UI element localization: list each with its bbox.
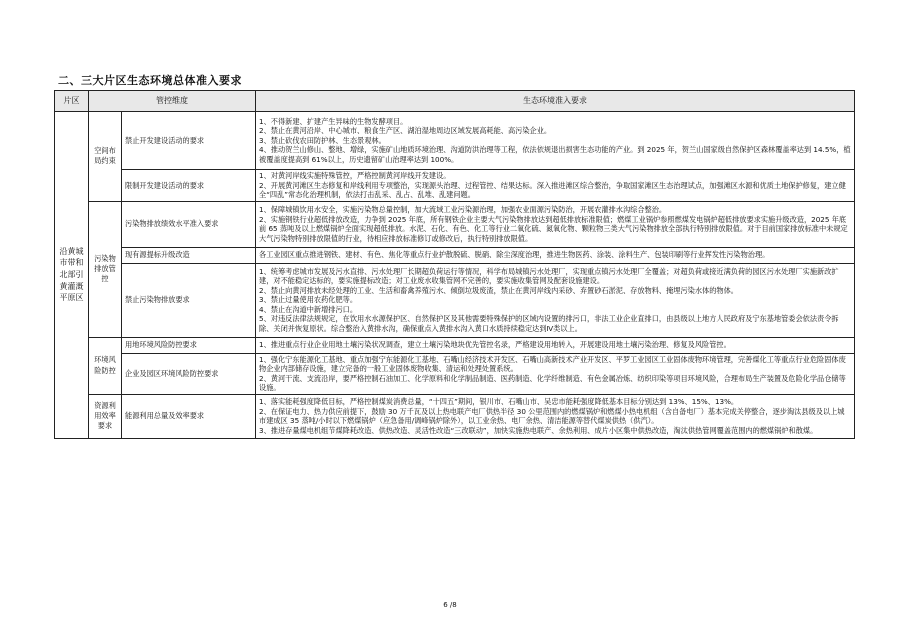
subcategory-cell: 现有源提标升级改造 (122, 247, 256, 263)
category-cell: 污染物排放管控 (89, 201, 122, 337)
requirement-item: 2、实施钢铁行业超低排放改造，力争到 2025 年底，所有钢铁企业主要大气污染物排放达到超低排放标准限值；燃煤工业锅炉参照燃煤发电锅炉超低排放要求实施升级改造，2025 年底前 65 蒸吨及以上燃煤锅炉全面实现超低排放。水泥、石化、有色、化工等行业二氧化硫、氮氧化物、颗粒物三类大气污染物排放全部执行特别排放限值。对于目前国家排放标准中未规定大气污染物特别排放限值的行业，待相应排放标准修订或修改后，执行特别排放限值。 (259, 214, 848, 243)
page-number: 6 /8 (443, 601, 457, 609)
requirement-cell (256, 201, 855, 247)
requirement-item: 1、对黄河岸线实施特殊管控，严格控制黄河岸线开发建设。 (259, 171, 451, 180)
category-cell: 空间布局约束 (89, 112, 122, 202)
requirement-item: 3、禁止过量使用农药化肥等。 (259, 295, 358, 305)
category-cell: 资源利用效率要求 (89, 394, 122, 438)
table-row (55, 247, 855, 263)
requirement-item: 4、禁止在沟道中新增排污口。 (259, 304, 358, 314)
category-cell: 环境风险防控 (89, 337, 122, 394)
requirement-cell (256, 394, 855, 438)
table-row (55, 394, 855, 438)
table-row (55, 353, 855, 394)
requirement-item: 3、禁止砍伐农田防护林、生态景观林。 (259, 135, 386, 145)
requirement-cell (256, 337, 855, 353)
subcategory-cell: 污染物排放绩效水平准入要求 (122, 201, 256, 247)
requirement-item: 1、推进重点行业企业用地土壤污染状况调查，建立土壤污染地块优先管控名录，严格建设用地转入，开展建设用地土壤污染治理、修复及风险管控。 (259, 340, 731, 350)
subcategory-cell: 禁止污染物排放要求 (122, 263, 256, 337)
requirement-item: 1、不得新建、扩建产生异味的生物发酵项目。 (259, 116, 408, 126)
requirement-item: 1、统筹考虑城市发展及污水直排、污水处理厂长期超负荷运行等情况，科学布局城镇污水处理厂，实现重点镇污水处理厂全覆盖；对超负荷或接近满负荷的园区污水处理厂实施新改扩建，对不能稳定达标的，要实施提标改造；对工业废水收集管网不完善的，要实施收集管网及配套设施建设。 (259, 266, 839, 286)
subcategory-cell: 禁止开发建设活动的要求 (122, 112, 256, 170)
requirement-cell (256, 263, 855, 337)
requirement-item: 2、禁止向黄河排放未经处理的工业、生活和畜禽养殖污水、倾倒垃圾废渣，禁止在黄河岸线内采砂、弃置砂石淤泥、存放物料、掩埋污染水体的物体。 (259, 285, 738, 295)
requirement-item: 5、对违反法律法规规定，在饮用水水源保护区、自然保护区及其他需要特殊保护的区域内设置的排污口，非法工业企业直排口，由县级以上地方人民政府及宁东基地管委会依法责令拆除、关闭并恢复原状。综合整治入黄排水沟，确保重点入黄排水沟入黄口水质持续稳定达到Ⅳ类以上。 (259, 314, 839, 333)
requirement-cell (256, 247, 855, 263)
subcategory-cell: 能源利用总量及效率要求 (122, 394, 256, 438)
region-cell: 沿黄城市带和北部引黄灌溉平原区 (55, 112, 89, 439)
requirement-item: 各工业园区重点推进钢铁、建材、有色、焦化等重点行业护散脱硫、脱硝、除尘深度治理，推进生物医药、涂装、涂料生产、包装印刷等行业挥发性污染物治理。 (259, 250, 770, 260)
table-header-row (55, 91, 855, 112)
requirement-item: 2、禁止在黄河沿岸、中心城市、粮食生产区、湖泊湿地周边区域发展高耗能、高污染企业。 (259, 126, 552, 136)
table-row (55, 170, 855, 202)
requirement-item: 2、开展黄河滩区生态修复和岸线利用专项整治，实现源头治理、过程管控、结果达标。深入推进滩区综合整治，争取国家滩区生态治理试点，加强滩区水源和优质土地保护修复，建立健全“四乱”常态化治理机制，依法打击乱采、乱占、乱堆、乱建问题。 (259, 180, 846, 199)
table-row (55, 263, 855, 337)
requirement-item: 2、在保证电力、热力供应前提下，鼓励 30 万千瓦及以上热电联产电厂供热半径 30 公里范围内的燃煤锅炉和燃煤小热电机组（含自备电厂）基本完成关停整合，逐步淘汰县级及以上城市建成区 35 蒸吨/小时以下燃煤锅炉（应急备用/调峰锅炉除外），以工业余热、电厂余热、清洁能源等替代煤炭供热（供汽）。 (259, 406, 845, 425)
subcategory-cell: 限制开发建设活动的要求 (122, 170, 256, 202)
subcategory-cell: 用地环境风险防控要求 (122, 337, 256, 353)
table-row (55, 337, 855, 353)
requirement-cell (256, 170, 855, 202)
requirement-cell (256, 112, 855, 170)
requirement-item: 1、保障城镇饮用水安全，实施污染物总量控制，加大流域工业污染源治理，加强农业面源污染防治，开展农灌排水沟综合整治。 (259, 205, 667, 214)
requirements-table (54, 90, 855, 439)
requirement-cell (256, 353, 855, 394)
requirement-item: 4、推动贺兰山修山、整地、增绿，实施矿山地质环境治理、沟道防洪治理等工程，依法依规退出损害生态功能的产业。到 2025 年，贺兰山国家级自然保护区森林覆盖率达到 14.5%，植被覆盖度提高到 61%以上，历史遗留矿山治理率达到 100%。 (259, 145, 851, 164)
section-heading: 二、三大片区生态环境总体准入要求 (58, 74, 242, 87)
requirement-item: 2、黄河干流、支流沿岸，要严格控制石油加工、化学原料和化学制品制造、医药制造、化学纤维制造、有色金属冶炼、纺织印染等项目环境风险，合理布局生产装置及危险化学品仓储等设施。 (259, 373, 846, 392)
requirement-item: 1、落实能耗强度降低目标，严格控制煤炭消费总量，“十四五”期间，银川市、石嘴山市、吴忠市能耗强度降低基本目标分别达到 13%、15%、13%。 (259, 397, 739, 406)
table-row (55, 112, 855, 170)
subcategory-cell: 企业及园区环境风险防控要求 (122, 353, 256, 394)
header-requirements: 生态环境准入要求 (256, 91, 855, 112)
header-dimension: 管控维度 (89, 91, 256, 112)
header-region: 片区 (55, 91, 89, 112)
table-row (55, 201, 855, 247)
requirement-item: 3、推进存量煤电机组节煤降耗改造、供热改造、灵活性改造“三改联动”，加快实施热电联产、余热利用、成片小区集中供热改造，淘汰供热管网覆盖范围内的燃煤锅炉和散煤。 (259, 425, 818, 435)
requirement-item: 1、强化宁东能源化工基地、重点加强宁东能源化工基地、石嘴山经济技术开发区、石嘴山高新技术产业开发区、平罗工业园区工业固体废物环境管理，完善煤化工等重点行业危险固体废物企业内部储存设施，建立完备的一般工业固体废物收集、清运和处理处置系统。 (259, 354, 846, 373)
